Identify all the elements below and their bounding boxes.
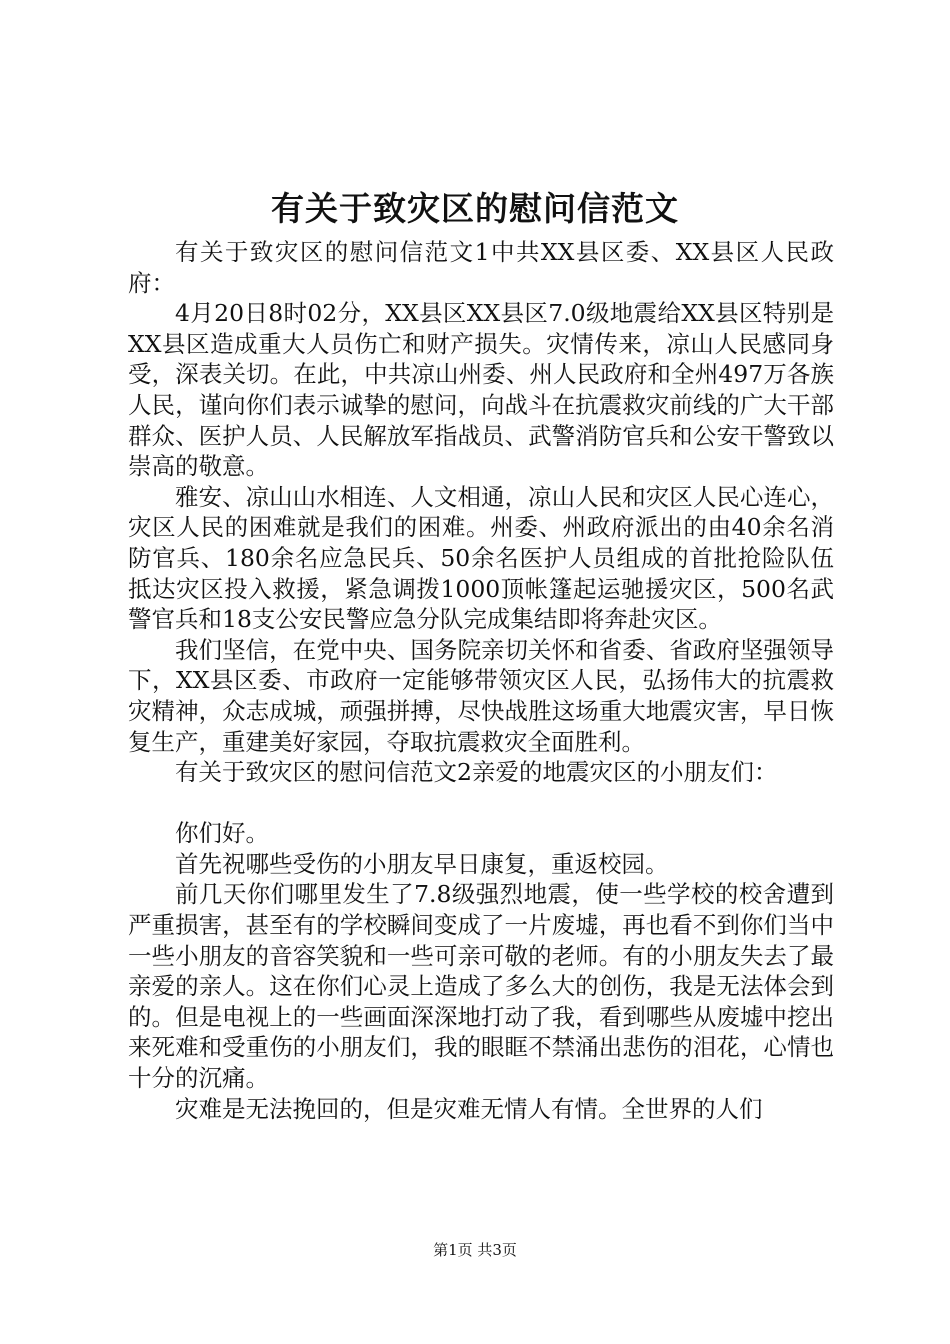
paragraph-closing-partial: 灾难是无法挽回的，但是灾难无情人有情。全世界的人们 <box>175 1094 763 1123</box>
paragraph-letter2-salutation: 有关于致灾区的慰问信范文2亲爱的地震灾区的小朋友们： <box>175 758 778 787</box>
document-body <box>128 237 834 1124</box>
paragraph-rescue-teams: 雅安、凉山山水相连、人文相通，凉山人民和灾区人民心连心，灾区人民的困难就是我们的困难。州委、州政府派出的由40余名消防官兵、180余名应急民兵、50余名医护人员组成的首批抢险队伍抵达灾区投入救援，紧急调拨1000顶帐篷起运驰援灾区，500名武警官兵和18支公安民警应急分队完成集结即将奔赴灾区。 <box>128 482 834 634</box>
document-title: 有关于致灾区的慰问信范文 <box>271 189 679 228</box>
paragraph-letter1-salutation: 有关于致灾区的慰问信范文1中共XX县区委、XX县区人民政府： <box>128 238 834 297</box>
paragraph-greeting: 你们好。 <box>175 819 269 848</box>
paragraph-confidence: 我们坚信，在党中央、国务院亲切关怀和省委、省政府坚强领导下，XX县区委、市政府一定能够带领灾区人民，弘扬伟大的抗震救灾精神，众志成城，顽强拼搏，尽快战胜这场重大地震灾害，早日恢复生产，重建美好家园，夺取抗震救灾全面胜利。 <box>128 635 834 756</box>
page-footer: 第1页 共3页 <box>433 1241 517 1259</box>
paragraph-wishes: 首先祝哪些受伤的小朋友早日康复，重返校园。 <box>175 849 669 878</box>
paragraph-earthquake-report: 4月20日8时02分，XX县区XX县区7.0级地震给XX县区特别是XX县区造成重大人员伤亡和财产损失。灾情传来，凉山人民感同身受，深表关切。在此，中共凉山州委、州人民政府和全州497万各族人民，谨向你们表示诚挚的慰问，向战斗在抗震救灾前线的广大干部群众、医护人员、人民解放军指战员、武警消防官兵和公安干警致以崇高的敬意。 <box>128 299 834 481</box>
paragraph-disaster-description: 前几天你们哪里发生了7.8级强烈地震，使一些学校的校舍遭到严重损害，甚至有的学校瞬间变成了一片废墟，再也看不到你们当中一些小朋友的音容笑貌和一些可亲可敬的老师。有的小朋友失去了最亲爱的亲人。这在你们心灵上造成了多么大的创伤，我是无法体会到的。但是电视上的一些画面深深地打动了我，看到哪些从废墟中挖出来死难和受重伤的小朋友们，我的眼眶不禁涌出悲伤的泪花，心情也十分的沉痛。 <box>128 880 834 1093</box>
